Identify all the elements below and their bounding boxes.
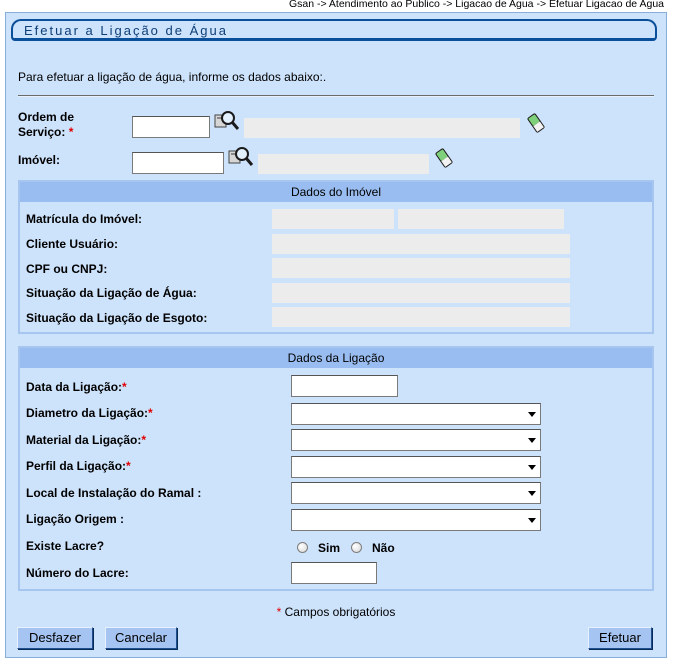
- required-asterisk: *: [68, 125, 74, 139]
- imovel-search-icon[interactable]: [228, 145, 254, 169]
- imovel-clear-eraser-icon[interactable]: [434, 147, 454, 169]
- perfil-ligacao-text: Perfil da Ligação:: [26, 459, 127, 473]
- dados-ligacao-header: Dados da Ligação: [20, 348, 652, 368]
- imovel-descricao-field: [258, 154, 429, 174]
- chevron-down-icon: [528, 491, 536, 496]
- situacao-agua-field: [272, 283, 570, 303]
- data-ligacao-input[interactable]: [291, 375, 398, 397]
- lacre-sim-label: Sim: [318, 541, 341, 555]
- dados-ligacao-section: [18, 346, 654, 591]
- diametro-ligacao-select[interactable]: [291, 403, 541, 425]
- lacre-sim-radio[interactable]: [297, 542, 308, 553]
- data-ligacao-label: [26, 380, 127, 394]
- lacre-nao-label: Não: [372, 541, 395, 555]
- material-ligacao-select[interactable]: [291, 429, 541, 451]
- chevron-down-icon: [528, 465, 536, 470]
- required-fields-note: [6, 605, 666, 619]
- matricula-field-2: [398, 209, 564, 229]
- situacao-agua-label: Situação da Ligação de Água:: [26, 286, 197, 300]
- matricula-field-1: [272, 209, 394, 229]
- lacre-nao-radio[interactable]: [351, 542, 362, 553]
- page-title: Efetuar a Ligação de Água: [24, 23, 228, 38]
- ordem-descricao-field: [244, 118, 520, 138]
- local-instalacao-select[interactable]: [291, 482, 541, 504]
- chevron-down-icon: [528, 518, 536, 523]
- breadcrumb: Gsan -> Atendimento ao Publico -> Ligacao de Agua -> Efetuar Ligacao de Agua: [288, 0, 664, 10]
- cliente-usuario-label: Cliente Usuário:: [26, 237, 119, 251]
- required-asterisk: *: [148, 406, 153, 420]
- dados-imovel-section: [18, 180, 654, 334]
- ordem-servico-input[interactable]: [132, 116, 210, 138]
- situacao-esgoto-label: Situação da Ligação de Esgoto:: [26, 311, 208, 325]
- desfazer-button[interactable]: Desfazer: [17, 627, 93, 649]
- ordem-search-icon[interactable]: [214, 109, 240, 133]
- title-bar: [11, 19, 657, 41]
- material-ligacao-text: Material da Ligação:: [26, 433, 142, 447]
- data-ligacao-text: Data da Ligação:: [26, 380, 123, 394]
- local-instalacao-label: Local de Instalação do Ramal :: [26, 486, 202, 500]
- required-asterisk: *: [141, 433, 147, 447]
- cpf-cnpj-field: [272, 258, 570, 278]
- ordem-clear-eraser-icon[interactable]: [526, 112, 546, 134]
- cpf-cnpj-label: CPF ou CNPJ:: [26, 262, 108, 276]
- cliente-usuario-field: [272, 234, 570, 254]
- required-asterisk: *: [276, 605, 282, 619]
- intro-text: Para efetuar a ligação de água, informe os dados abaixo:.: [18, 70, 327, 84]
- matricula-label: Matrícula do Imóvel:: [26, 212, 143, 226]
- efetuar-button[interactable]: Efetuar: [588, 627, 652, 649]
- required-asterisk: *: [126, 459, 131, 473]
- situacao-esgoto-field: [272, 307, 570, 327]
- chevron-down-icon: [528, 412, 536, 417]
- divider: [18, 95, 654, 97]
- numero-lacre-label: Número do Lacre:: [26, 566, 129, 580]
- dados-imovel-header: Dados do Imóvel: [20, 182, 652, 202]
- required-asterisk: *: [122, 380, 127, 394]
- main-panel: [5, 12, 667, 658]
- ordem-label-line2: Serviço:: [18, 125, 66, 139]
- ordem-servico-label: [18, 110, 74, 140]
- imovel-label: Imóvel:: [18, 153, 61, 167]
- imovel-input[interactable]: [132, 152, 224, 174]
- ligacao-origem-select[interactable]: [291, 509, 541, 531]
- chevron-down-icon: [528, 438, 536, 443]
- perfil-ligacao-select[interactable]: [291, 456, 541, 478]
- diametro-ligacao-text: Diametro da Ligação:: [26, 406, 149, 420]
- ordem-label-line1: Ordem de: [18, 110, 75, 124]
- ligacao-origem-label: Ligação Origem :: [26, 512, 125, 526]
- diametro-ligacao-label: [26, 406, 153, 420]
- required-note-text: Campos obrigatórios: [284, 605, 396, 619]
- numero-lacre-input[interactable]: [291, 562, 377, 584]
- cancelar-button[interactable]: Cancelar: [105, 627, 177, 649]
- material-ligacao-label: [26, 433, 146, 447]
- perfil-ligacao-label: [26, 459, 131, 473]
- existe-lacre-label: Existe Lacre?: [26, 539, 105, 553]
